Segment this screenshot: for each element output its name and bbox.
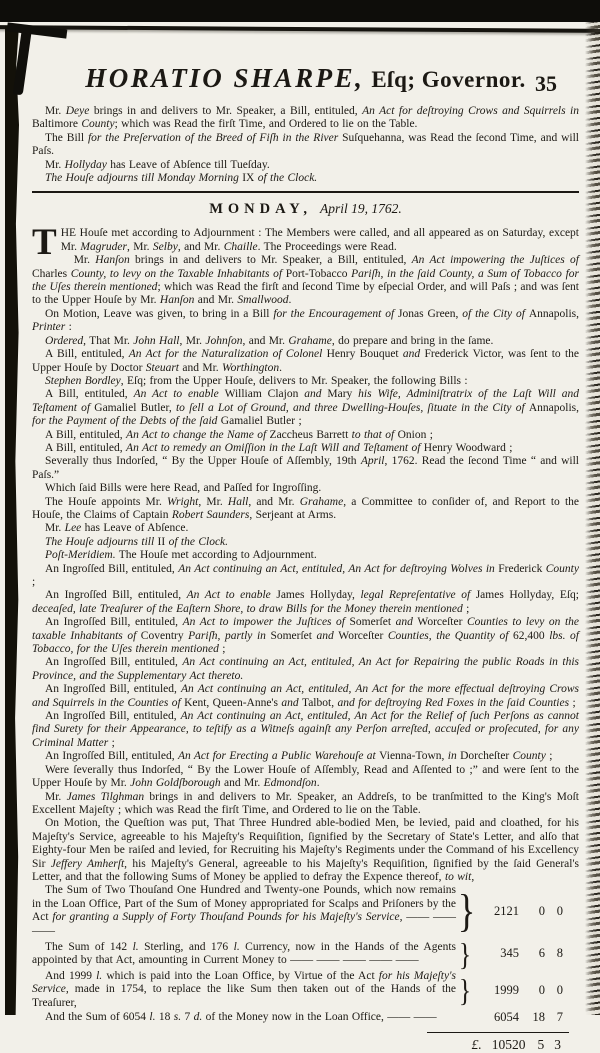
text-run: The Houſe met according to Adjournment. bbox=[115, 549, 317, 562]
text-run: Zaccheus Barrett bbox=[269, 428, 352, 441]
text-run: has Leave of Abſence till Tueſday. bbox=[106, 158, 270, 171]
italic-run: Magruder bbox=[80, 240, 127, 253]
text-run: James Hollyday, Eſq; bbox=[475, 589, 579, 602]
text-run: , a Committee to conſider of, and Report to the Houſe, the Claims of Captain bbox=[32, 495, 580, 521]
text-run: An Ingroſſed Bill, entituled, bbox=[45, 656, 183, 669]
scan-right-noise bbox=[585, 22, 600, 1015]
text-run: Gamaliel Butler ; bbox=[220, 415, 302, 428]
text-run: The Sum of 142 bbox=[45, 940, 133, 953]
italic-run: s. bbox=[173, 1010, 182, 1023]
italic-run: John Hall bbox=[133, 334, 180, 347]
text-run: HE Houſe met according to Adjournment : The Members were called, and all appeared as on Saturday, except Mr. bbox=[60, 227, 579, 253]
text-run: brings in and delivers to Mr. Speaker, an Addreſs, to be tranſmitted to the King's Moſt Excellent Majeſty ; which was Read the firſt Time, and Ordered to lie on the Table. bbox=[32, 790, 579, 816]
text-run: Mary bbox=[327, 388, 359, 401]
italic-run: Poſt-Meridiem. bbox=[45, 549, 116, 562]
page-number: 35 bbox=[535, 71, 557, 96]
amount-pence: 8 bbox=[556, 946, 563, 961]
paragraph bbox=[32, 750, 579, 763]
sum-amount bbox=[474, 983, 579, 998]
italic-run: Worthington bbox=[222, 361, 280, 374]
paragraph bbox=[32, 172, 579, 185]
amount-pence: 0 bbox=[556, 903, 563, 918]
text-run: Henry Bouquet bbox=[326, 348, 403, 361]
text-run: has Leave of Abſence. bbox=[81, 522, 189, 535]
section-monday bbox=[32, 222, 580, 884]
italic-run: Hanſon bbox=[95, 254, 130, 267]
italic-run: legal Repreſentative of bbox=[360, 589, 476, 602]
scan-left-band bbox=[5, 26, 19, 1015]
italic-run: in bbox=[447, 750, 461, 763]
text-run: The Houſe appoints Mr. bbox=[45, 495, 168, 508]
sum-text bbox=[32, 970, 456, 1010]
sum-text bbox=[32, 941, 456, 968]
drop-cap: T bbox=[32, 222, 57, 264]
paragraph bbox=[32, 455, 579, 482]
text-run: The Sum of Two Thouſand One Hundred and Twenty-one Pounds, which now remains in the Loan Office, Part of the Sum of Money appropriated for Scalps and Priſoners by the Act bbox=[32, 884, 456, 924]
italic-run: County bbox=[81, 118, 115, 131]
italic-run: County bbox=[512, 750, 546, 763]
text-run: Mr. bbox=[45, 105, 66, 117]
paragraph bbox=[32, 482, 579, 495]
italic-run: deceaſed, late Treaſurer of the Eaſtern Shore, to draw Bills for the Money therein mentioned bbox=[32, 602, 463, 615]
text-run: . bbox=[288, 294, 292, 307]
total-box bbox=[427, 1032, 569, 1053]
italic-run: County, to levy on the Taxable Inhabitants of bbox=[70, 267, 286, 280]
text-run: Worceſter bbox=[417, 616, 467, 629]
text-run: Talbot, bbox=[301, 696, 338, 709]
text-run: ; bbox=[111, 736, 115, 749]
amount-pence: 0 bbox=[556, 982, 563, 997]
paragraph bbox=[32, 549, 579, 562]
paragraph bbox=[32, 388, 579, 428]
sums-list bbox=[32, 884, 579, 1025]
sum-text bbox=[32, 884, 456, 938]
text-run: , do prepare and bring in the ſame. bbox=[331, 334, 494, 347]
curly-brace: } bbox=[458, 972, 472, 1009]
text-run: Mr. bbox=[45, 790, 67, 803]
text-run: brings in and delivers to Mr. Speaker, a Bill, entituled, bbox=[129, 254, 412, 267]
text-run: Baltimore bbox=[32, 118, 82, 131]
text-run: , and Mr. bbox=[242, 334, 289, 347]
text-run: —— —— —— bbox=[32, 911, 456, 937]
italic-run: Hollyday bbox=[64, 158, 107, 171]
paragraph bbox=[32, 105, 579, 132]
italic-run: for the Preſervation of the Breed of Fiſh in the River bbox=[87, 131, 343, 144]
italic-run: An Act continuing an Act, entituled, An Act for deſtroying Wolves in bbox=[178, 562, 499, 575]
text-run: On Motion, Leave was given, to bring in a Bill bbox=[45, 307, 274, 320]
italic-run: for the Payment of the Debts of the ſaid bbox=[32, 415, 221, 428]
text-run: Which ſaid Bills were here Read, and Paſſed for Ingroſſing. bbox=[45, 482, 322, 495]
text-run: An Ingroſſed Bill, entituled, bbox=[45, 710, 181, 723]
paragraph bbox=[32, 429, 579, 442]
italic-run: County bbox=[545, 562, 579, 575]
text-run: Were ſeverally thus Indorſed, “ By the Lower Houſe of Aſſembly, Read and Aſſented to ;” and were ſent to the Upper Houſe by Mr. bbox=[32, 763, 579, 790]
text-run: , Mr. bbox=[179, 334, 206, 347]
amount-shillings: 6 bbox=[538, 946, 545, 961]
italic-run: Wright bbox=[167, 495, 199, 508]
italic-run: Hall bbox=[227, 495, 249, 508]
total-pence: 3 bbox=[554, 1037, 561, 1053]
italic-run: to that of bbox=[351, 428, 398, 441]
scan-page-edge-line bbox=[0, 25, 600, 33]
text-run: Currency, now in the Hands of the Agents appointed by that Act, amounting in Current Money to —— —— —— —— —— bbox=[32, 940, 456, 966]
text-run: . bbox=[316, 777, 320, 790]
italic-run: Johnſon bbox=[205, 334, 243, 347]
italic-run: Grahame bbox=[288, 334, 332, 347]
italic-run: An Act continuing an Act, entituled, An Act for the more effectual deſtroying Crows and Squirrels in the Counties of bbox=[32, 683, 579, 709]
paragraph bbox=[32, 308, 579, 335]
italic-run: James Tilghman bbox=[66, 790, 145, 803]
scan-top-band bbox=[0, 0, 600, 22]
italic-run: and bbox=[316, 629, 339, 642]
italic-run: of the Clock. bbox=[254, 172, 318, 185]
amount-shillings: 0 bbox=[538, 982, 545, 997]
italic-run: The Houſe adjourns till Monday Morning bbox=[45, 172, 243, 185]
text-run: brings in and delivers to Mr. Speaker, a Bill, entituled, bbox=[89, 105, 363, 117]
paragraph bbox=[32, 159, 579, 172]
text-run: , Mr. bbox=[198, 495, 228, 508]
italic-run: John Goldſborough bbox=[130, 777, 221, 790]
text-run: Mr. bbox=[73, 254, 96, 267]
italic-run: An Act to remedy an Omiſſion in the Laſt Will and Teſtament of bbox=[126, 441, 424, 454]
text-run: , and Mr. bbox=[248, 495, 300, 508]
italic-run: An Act to enable bbox=[186, 589, 277, 602]
text-run: Jonas Green, bbox=[398, 307, 463, 320]
italic-run: and bbox=[395, 616, 418, 629]
text-run: Coventry bbox=[140, 629, 189, 642]
text-run: made in 1754, to replace the like Sum then taken out of the Hands of the Treaſurer, bbox=[32, 983, 456, 1009]
text-run: Annapolis, bbox=[528, 307, 579, 320]
paragraph bbox=[32, 522, 579, 535]
text-run: and Mr. bbox=[182, 361, 223, 374]
italic-run: Chaille bbox=[223, 240, 258, 253]
text-run: Onion ; bbox=[397, 428, 433, 441]
text-run: Frederick bbox=[498, 562, 546, 575]
amount-pounds: 2121 bbox=[494, 903, 519, 918]
text-run: . The Proceedings were Read. bbox=[257, 240, 397, 253]
text-run: An Ingroſſed Bill, entituled, bbox=[45, 683, 182, 696]
italic-run: d. bbox=[193, 1010, 203, 1023]
italic-run: An Act impowering the Juſtices of bbox=[411, 254, 579, 267]
paragraph bbox=[32, 589, 579, 616]
text-run: Kent, Queen-Anne's bbox=[184, 696, 282, 709]
text-run: ; bbox=[32, 576, 36, 588]
text-run: Somerſet bbox=[270, 629, 317, 642]
text-run: Mr. bbox=[45, 158, 65, 171]
text-run: James Hollyday, bbox=[276, 589, 361, 602]
paragraph bbox=[32, 254, 579, 308]
masthead bbox=[32, 63, 579, 94]
text-run: . bbox=[279, 361, 283, 374]
italic-run: April bbox=[360, 455, 385, 468]
italic-run: An Act to enable bbox=[133, 388, 225, 401]
italic-run: for the Encouragement of bbox=[273, 307, 399, 320]
text-run: Charles bbox=[32, 267, 71, 280]
italic-run: Counties to levy on the taxable Inhabitants of bbox=[32, 616, 580, 642]
italic-run: Stephen Bordley bbox=[45, 374, 121, 387]
italic-run: of the City of bbox=[462, 307, 529, 320]
text-run: IX bbox=[242, 172, 255, 185]
text-run: 62,400 bbox=[513, 629, 550, 642]
italic-run: An Act continuing an Act, entituled, An Act for Repairing the public Roads in this Province, and the Supplementary Act thereto. bbox=[32, 656, 580, 682]
text-run: , Serjeant at Arms. bbox=[249, 508, 337, 521]
day-label: MONDAY, bbox=[209, 201, 313, 218]
paragraph bbox=[32, 710, 579, 750]
italic-run: An Act for the Naturalization of Colonel bbox=[128, 348, 327, 361]
text-run: An Ingroſſed Bill, entituled, bbox=[45, 562, 179, 575]
paragraph bbox=[32, 656, 579, 683]
text-run: , his Majeſty's General, agreeable to his Majeſty's Requiſition, ſignified by the ſaid General's Letter, and that the following Sums of Money be applied to defray the Expence thereof, bbox=[32, 857, 580, 883]
paragraph bbox=[32, 496, 579, 523]
governor-name: HORATIO SHARPE, bbox=[85, 63, 365, 93]
text-run: : bbox=[65, 321, 72, 334]
italic-run: An Act to change the Name of bbox=[126, 428, 270, 441]
text-run: Henry Woodward ; bbox=[423, 441, 513, 454]
paragraph bbox=[32, 536, 579, 549]
text-run: , Mr. bbox=[127, 240, 153, 253]
sum-amount bbox=[474, 1010, 579, 1025]
italic-run: to ſell a Lot of Ground, and three Dwelling-Houſes, ſituate in the City of bbox=[175, 401, 529, 414]
italic-run: to wit bbox=[444, 870, 472, 883]
paragraph bbox=[32, 375, 579, 388]
text-run: Port-Tobacco bbox=[285, 267, 352, 280]
text-run: Annapolis, bbox=[528, 401, 579, 414]
italic-run: l. bbox=[132, 940, 139, 953]
text-run: ; which was Read the firſt and ſecond Time by eſpecial Order, and will Paſs ; and was ſent to the Upper Houſe by Mr. bbox=[32, 281, 579, 307]
italic-run: Printer bbox=[32, 321, 66, 334]
italic-run: Hanſon bbox=[159, 294, 195, 307]
sum-row bbox=[32, 1010, 579, 1025]
italic-run: Pariſh, in the ſaid County, a Sum of Tobacco for the Uſes therein mentioned bbox=[32, 267, 579, 294]
italic-run: Edmondſon bbox=[263, 777, 317, 790]
paragraph bbox=[32, 791, 579, 818]
text-run: An Ingroſſed Bill, entituled, bbox=[45, 750, 178, 763]
italic-run: and bbox=[304, 388, 328, 401]
date-heading bbox=[32, 201, 579, 218]
text-run: and Mr. bbox=[194, 294, 238, 307]
italic-run: Ordered bbox=[45, 334, 84, 347]
italic-run: Deye bbox=[65, 105, 90, 117]
italic-run: his Wife, Adminiſtratrix of the Laſt Will and Teſtament of bbox=[32, 388, 579, 414]
date-label: April 19, 1762. bbox=[320, 201, 402, 217]
italic-run: An Act for deſtroying Crows and Squirrels in bbox=[362, 105, 579, 117]
text-run: ; bbox=[545, 750, 553, 763]
text-run: An Ingroſſed Bill, entituled, bbox=[45, 616, 183, 629]
text-run: , That Mr. bbox=[83, 334, 134, 347]
text-run: Dorcheſter bbox=[460, 750, 513, 763]
italic-run: Selby bbox=[152, 240, 178, 253]
italic-run: Grahame bbox=[299, 495, 344, 508]
paragraph bbox=[32, 442, 579, 455]
text-run: William Clajon bbox=[224, 388, 305, 401]
text-run: and Mr. bbox=[220, 777, 264, 790]
sum-amount bbox=[474, 946, 579, 961]
paragraph bbox=[32, 348, 579, 375]
text-run: II bbox=[157, 535, 166, 548]
text-run: , Eſq; from the Upper Houſe, delivers to Mr. Speaker, the following Bills : bbox=[120, 374, 468, 387]
italic-run: An Act to impower the Juſtices of bbox=[182, 616, 350, 629]
amount-pounds: 6054 bbox=[494, 1010, 519, 1025]
italic-run: Robert Saunders bbox=[171, 508, 250, 521]
currency-symbol: £. bbox=[471, 1037, 482, 1053]
italic-run: for his Majeſty's Service, bbox=[32, 969, 456, 996]
italic-run: and bbox=[281, 696, 302, 709]
italic-run: and bbox=[402, 348, 425, 361]
text-run: Gamaliel Butler, bbox=[94, 401, 176, 414]
text-run: Somerſet bbox=[349, 616, 396, 629]
text-run: , and Mr. bbox=[177, 240, 224, 253]
italic-run: Pariſh, partly in bbox=[188, 629, 271, 642]
text-run: Frederick Victor, was ſent to the Upper Houſe by Doctor bbox=[32, 348, 579, 374]
text-run: A Bill, entituled, bbox=[45, 348, 129, 361]
paragraph bbox=[32, 132, 579, 159]
text-run: Vienna-Town, bbox=[379, 750, 448, 763]
italic-run: The Houſe adjourns till bbox=[45, 535, 158, 548]
amount-pounds: 345 bbox=[500, 946, 519, 961]
italic-run: Smallwood bbox=[237, 294, 289, 307]
text-run: 18 bbox=[155, 1010, 174, 1023]
text-run: A Bill, entituled, bbox=[45, 388, 134, 401]
italic-run: and for deſtroying Red Foxes in the ſaid Counties bbox=[337, 696, 570, 709]
italic-run: Steuart bbox=[145, 361, 183, 374]
italic-run: for granting a Supply of Forty Thouſand Pounds for his Majeſty's Service, bbox=[52, 911, 403, 924]
paragraph bbox=[32, 817, 579, 884]
text-run: 7 bbox=[181, 1010, 194, 1023]
paragraph bbox=[32, 764, 579, 791]
paragraph bbox=[32, 683, 579, 710]
paragraph bbox=[32, 616, 579, 656]
page-content bbox=[32, 36, 579, 1053]
text-run: Mr. bbox=[45, 522, 65, 535]
amount-shillings: 0 bbox=[538, 903, 545, 918]
italic-run: l. bbox=[96, 969, 103, 982]
text-run: ; which was Read the firſt Time, and Ordered to lie on the Table. bbox=[114, 118, 418, 131]
text-run: Severally thus Indorſed, “ By the Upper Houſe of Aſſembly, 19th bbox=[45, 455, 361, 468]
text-run: On Motion, the Queſtion was put, That Three Hundred able-bodied Men, be levied, paid and cloathed, for his Majeſty's Service, agreeable to his Majeſty's Requiſition, ſignified by the Secretary of State's Letter, and alſo that Eighty-four Men be raiſed and levied, for Recruiting his Majeſty's Regiments under the Command of his Excellency Sir bbox=[32, 817, 579, 870]
italic-run: l. bbox=[149, 1010, 156, 1023]
text-run: The Bill bbox=[45, 131, 88, 144]
italic-run: of the Clock. bbox=[165, 535, 229, 548]
text-run: ; bbox=[462, 602, 470, 615]
governor-title: Eſq; Governor. bbox=[371, 67, 526, 92]
total-pounds: 10520 bbox=[491, 1037, 526, 1053]
italic-run: l. bbox=[233, 940, 240, 953]
curly-brace: } bbox=[457, 885, 476, 937]
total-row bbox=[32, 1032, 579, 1053]
text-run: which is paid into the Loan Office, by Virtue of the Act bbox=[102, 969, 379, 982]
sum-row bbox=[32, 935, 579, 972]
text-run: , bbox=[471, 870, 475, 883]
sum-row bbox=[32, 970, 579, 1010]
text-run: A Bill, entituled, bbox=[45, 441, 127, 454]
italic-run: lbs. of Tobacco, for the Uſes therein mentioned bbox=[32, 629, 579, 656]
section-rule bbox=[32, 191, 579, 193]
sum-amount bbox=[474, 904, 579, 919]
text-run: And the Sum of 6054 bbox=[45, 1010, 150, 1023]
italic-run: Jeffery Amherſt bbox=[50, 857, 125, 870]
paragraph bbox=[32, 563, 579, 590]
curly-brace: } bbox=[458, 935, 472, 972]
text-run: of the Money now in the Loan Office, —— —— bbox=[202, 1010, 437, 1023]
italic-run: Counties, the Quantity of bbox=[387, 629, 514, 642]
italic-run: An Act for Erecting a Public Warehouſe at bbox=[177, 750, 380, 763]
amount-pounds: 1999 bbox=[494, 982, 519, 997]
text-run: , 1762. Read the ſecond Time “ and will Paſs.” bbox=[32, 455, 579, 481]
text-run: ; bbox=[569, 696, 576, 709]
italic-run: Lee bbox=[64, 522, 82, 535]
text-run: Worceſter bbox=[338, 629, 388, 642]
amount-pence: 7 bbox=[556, 1010, 563, 1025]
sum-row bbox=[32, 884, 579, 938]
amount-shillings: 18 bbox=[532, 1010, 545, 1025]
text-run: An Ingroſſed Bill, entituled, bbox=[45, 589, 187, 602]
text-run: ; bbox=[218, 643, 226, 656]
total-shillings: 5 bbox=[537, 1037, 545, 1053]
paragraph bbox=[32, 335, 579, 348]
text-run: And 1999 bbox=[45, 969, 97, 982]
section-saturday bbox=[32, 105, 579, 185]
text-run: Suſquehanna, was Read the ſecond Time, and will Paſs. bbox=[32, 131, 579, 158]
sum-text bbox=[32, 1011, 456, 1024]
italic-run: An Act continuing an Act, entituled, An Act for the Relief of ſuch Perſons as cannot find Surety for their Appearance, to teſtify as a Witneſs againſt any Perſon arreſted, accuſed or proſecuted, for any Criminal Matter bbox=[32, 710, 580, 749]
text-run: A Bill, entituled, bbox=[45, 428, 127, 441]
text-run: Sterling, and 176 bbox=[138, 940, 234, 953]
